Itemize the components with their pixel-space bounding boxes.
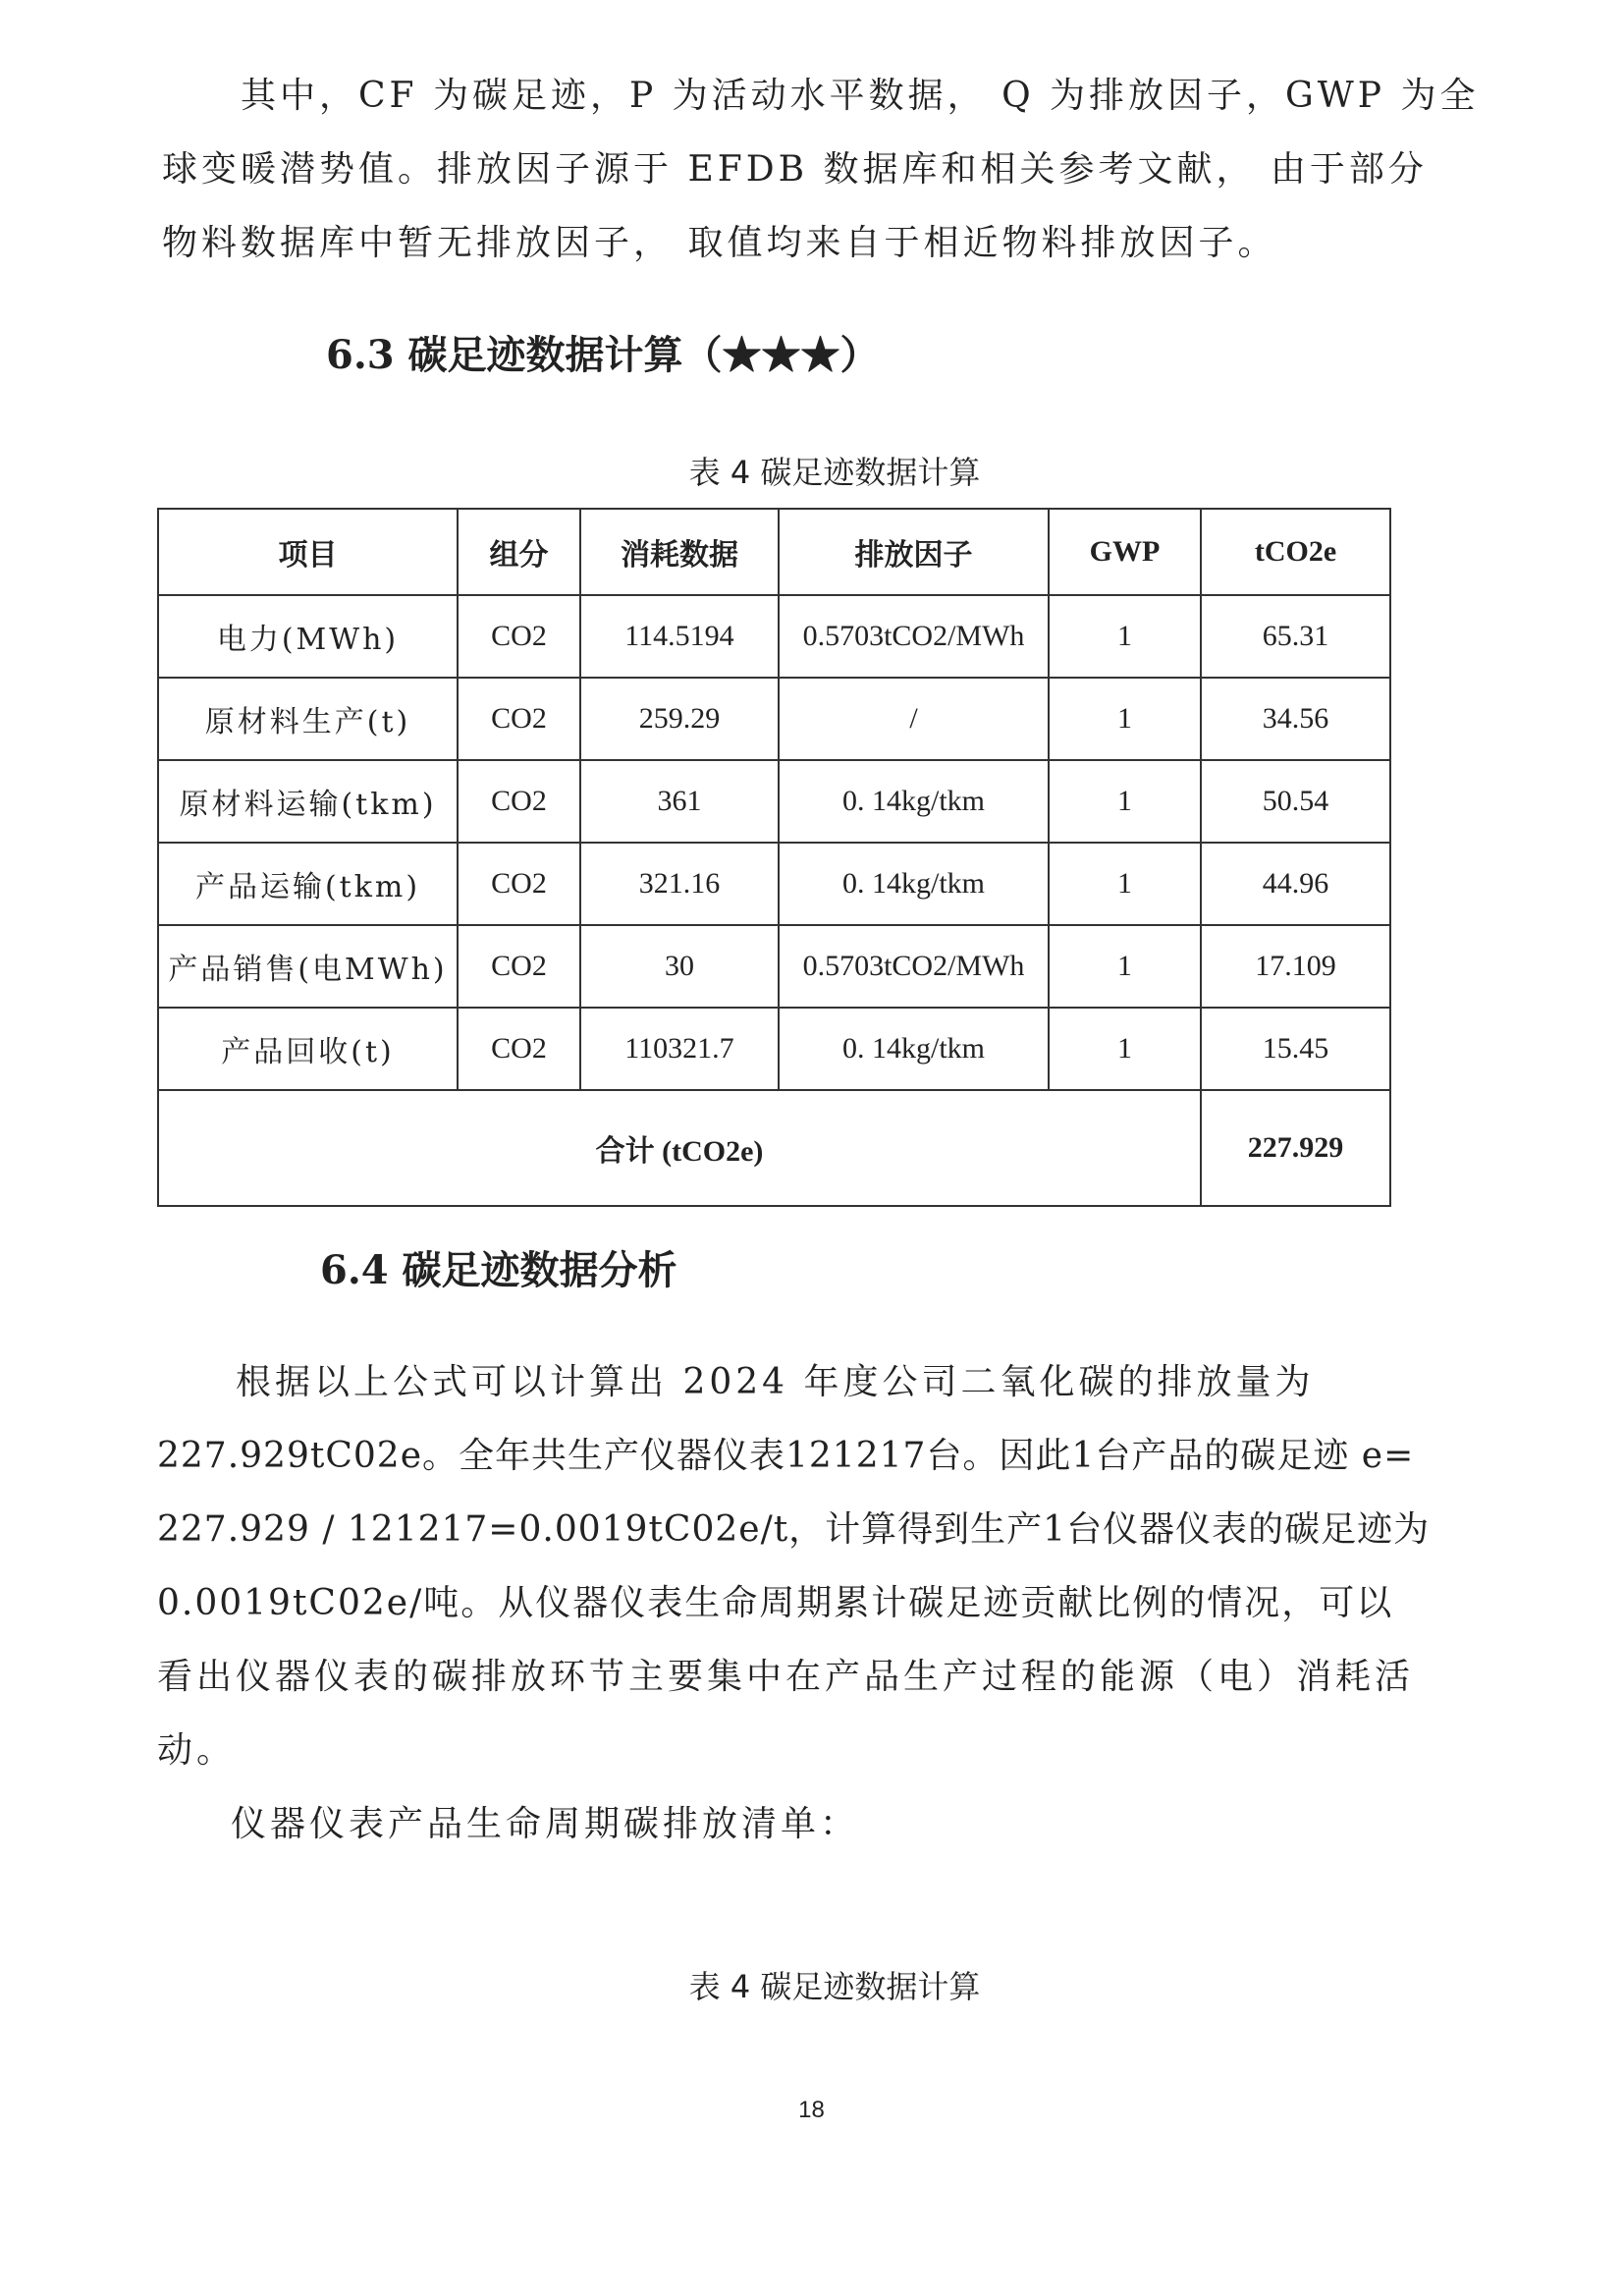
cell-item: 原材料生产(t) bbox=[158, 678, 458, 760]
table-row bbox=[158, 760, 1390, 843]
cell-gwp: 1 bbox=[1049, 678, 1201, 760]
cell-tco2e: 44.96 bbox=[1201, 843, 1390, 925]
cell-component: CO2 bbox=[458, 595, 580, 678]
analysis-line-2: 227.929tC02e。全年共生产仪器仪表121217台。因此1台产品的碳足迹 e= bbox=[157, 1436, 1415, 1476]
cell-tco2e: 15.45 bbox=[1201, 1008, 1390, 1090]
table-row bbox=[158, 595, 1390, 678]
analysis-line-7: 仪器仪表产品生命周期碳排放清单： bbox=[231, 1804, 860, 1844]
cell-consumption: 110321.7 bbox=[580, 1008, 779, 1090]
cell-factor: 0.5703tCO2/MWh bbox=[779, 595, 1049, 678]
table-row bbox=[158, 843, 1390, 925]
cell-gwp: 1 bbox=[1049, 843, 1201, 925]
section-6-4-title: 6.4 碳足迹数据分析 bbox=[320, 1247, 677, 1293]
intro-line-1: 其中，CF 为碳足迹，P 为活动水平数据， Q 为排放因子，GWP 为全 bbox=[241, 76, 1480, 116]
cell-gwp: 1 bbox=[1049, 760, 1201, 843]
table-caption: 表 4 碳足迹数据计算 bbox=[688, 454, 981, 491]
cell-component: CO2 bbox=[458, 760, 580, 843]
analysis-line-5: 看出仪器仪表的碳排放环节主要集中在产品生产过程的能源（电）消耗活 bbox=[157, 1657, 1415, 1697]
analysis-line-4: 0.0019tC02e/吨。从仪器仪表生命周期累计碳足迹贡献比例的情况，可以 bbox=[157, 1583, 1394, 1623]
cell-tco2e: 34.56 bbox=[1201, 678, 1390, 760]
intro-line-3: 物料数据库中暂无排放因子， 取值均来自于相近物料排放因子。 bbox=[162, 223, 1277, 263]
cell-component: CO2 bbox=[458, 843, 580, 925]
cell-item: 产品销售(电MWh) bbox=[158, 925, 458, 1008]
analysis-line-1: 根据以上公式可以计算出 2024 年度公司二氧化碳的排放量为 bbox=[236, 1362, 1315, 1402]
header-factor: 排放因子 bbox=[779, 509, 1049, 595]
cell-item: 电力(MWh) bbox=[158, 595, 458, 678]
cell-factor: 0. 14kg/tkm bbox=[779, 760, 1049, 843]
cell-factor: 0.5703tCO2/MWh bbox=[779, 925, 1049, 1008]
cell-tco2e: 17.109 bbox=[1201, 925, 1390, 1008]
bottom-caption: 表 4 碳足迹数据计算 bbox=[688, 1968, 981, 2005]
cell-factor: / bbox=[779, 678, 1049, 760]
cell-component: CO2 bbox=[458, 925, 580, 1008]
cell-gwp: 1 bbox=[1049, 1008, 1201, 1090]
cell-consumption: 361 bbox=[580, 760, 779, 843]
cell-item: 产品运输(tkm) bbox=[158, 843, 458, 925]
table-total-row bbox=[158, 1090, 1390, 1206]
intro-line-2: 球变暖潜势值。排放因子源于 EFDB 数据库和相关参考文献， 由于部分 bbox=[162, 149, 1428, 190]
cell-item: 原材料运输(tkm) bbox=[158, 760, 458, 843]
header-component: 组分 bbox=[458, 509, 580, 595]
cell-gwp: 1 bbox=[1049, 595, 1201, 678]
cell-consumption: 114.5194 bbox=[580, 595, 779, 678]
cell-consumption: 321.16 bbox=[580, 843, 779, 925]
cell-tco2e: 50.54 bbox=[1201, 760, 1390, 843]
cell-consumption: 259.29 bbox=[580, 678, 779, 760]
header-consumption: 消耗数据 bbox=[580, 509, 779, 595]
cell-tco2e: 65.31 bbox=[1201, 595, 1390, 678]
cell-gwp: 1 bbox=[1049, 925, 1201, 1008]
header-item: 项目 bbox=[158, 509, 458, 595]
cell-factor: 0. 14kg/tkm bbox=[779, 843, 1049, 925]
total-label: 合计 (tCO2e) bbox=[158, 1090, 1201, 1206]
cell-consumption: 30 bbox=[580, 925, 779, 1008]
cell-item: 产品回收(t) bbox=[158, 1008, 458, 1090]
carbon-footprint-table bbox=[157, 508, 1391, 1207]
cell-component: CO2 bbox=[458, 678, 580, 760]
analysis-line-3: 227.929 / 121217=0.0019tC02e/t，计算得到生产1台仪器仪表的碳足迹为 bbox=[157, 1509, 1431, 1550]
table-row bbox=[158, 925, 1390, 1008]
table-row bbox=[158, 678, 1390, 760]
page-number: 18 bbox=[798, 2097, 825, 2123]
table-row bbox=[158, 1008, 1390, 1090]
cell-component: CO2 bbox=[458, 1008, 580, 1090]
header-gwp: GWP bbox=[1049, 509, 1201, 595]
section-6-3-title: 6.3 碳足迹数据计算（★★★） bbox=[326, 332, 880, 378]
header-tco2e: tCO2e bbox=[1201, 509, 1390, 595]
analysis-line-6: 动。 bbox=[157, 1730, 237, 1771]
table-header-row bbox=[158, 509, 1390, 595]
total-value: 227.929 bbox=[1201, 1090, 1390, 1206]
cell-factor: 0. 14kg/tkm bbox=[779, 1008, 1049, 1090]
